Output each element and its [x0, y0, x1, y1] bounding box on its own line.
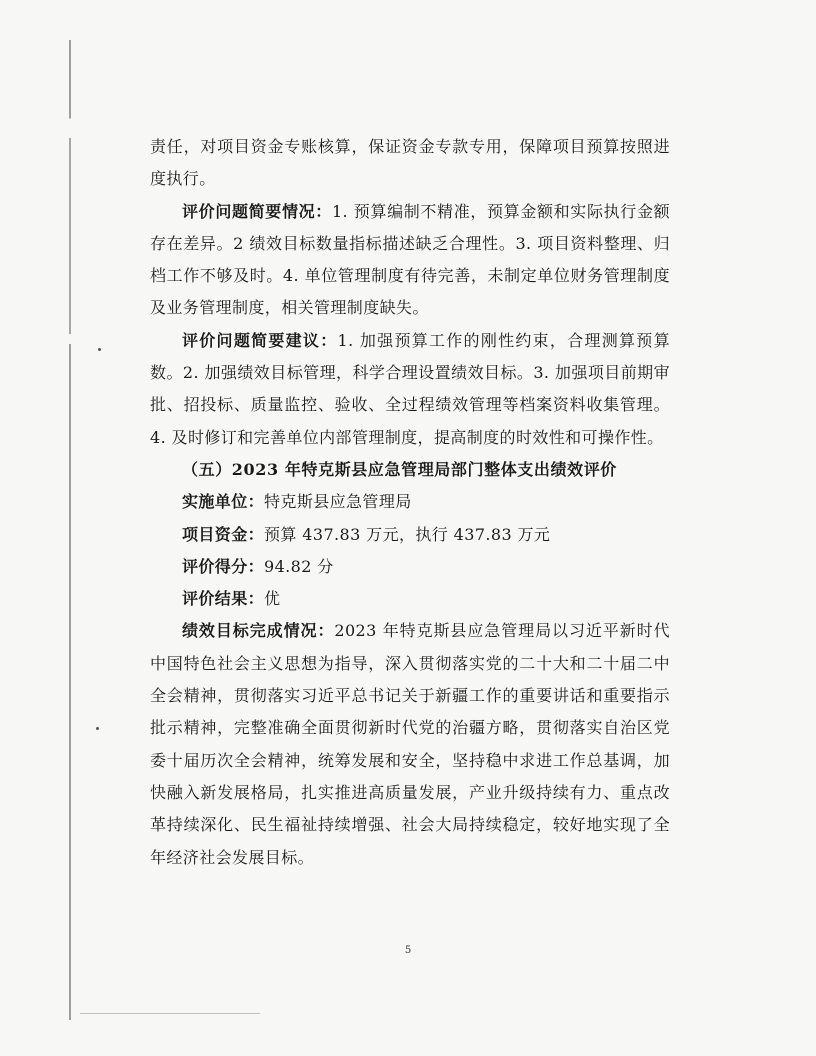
funds-label: 项目资金：: [182, 524, 265, 544]
suggestions-label: 评价问题简要建议：: [182, 330, 338, 350]
page-number: 5: [404, 945, 412, 956]
evaluation-score-line: [150, 551, 670, 583]
scan-speck: [98, 348, 101, 351]
goal-text: 2023 年特克斯县应急管理局以习近平新时代中国特色社会主义思想为指导，深入贯彻落实党的二十大和二十届二中全会精神，贯彻落实习近平总书记关于新疆工作的重要讲话和重要指示批示精神，完整准确全面贯彻新时代党的治疆方略，贯彻落实自治区党委十届历次全会精神，统筹发展和安全，坚持稳中求进工作总基调，加快融入新发展格局，扎实推进高质量发展，产业升级持续有力、重点改革持续深化、民生福祉持续增强、社会大局持续稳定，较好地实现了全年经济社会发展目标。: [150, 621, 670, 867]
result-label: 评价结果：: [182, 589, 265, 609]
scan-bottom-line: [80, 1013, 260, 1014]
unit-value: 特克斯县应急管理局: [264, 492, 412, 512]
section-heading: （五）2023 年特克斯县应急管理局部门整体支出绩效评价: [182, 459, 617, 479]
project-funds-line: [150, 519, 670, 551]
funds-value: 预算 437.83 万元，执行 437.83 万元: [264, 524, 551, 544]
problems-label: 评价问题简要情况：: [182, 201, 332, 221]
body-text: [150, 131, 670, 874]
scan-edge-line: [69, 40, 71, 1020]
paragraph-continuation: 责任，对项目资金专账核算，保证资金专款专用，保障项目预算按照进度执行。: [150, 137, 670, 189]
paragraph-goal-completion: [150, 615, 670, 873]
paragraph-problems: [150, 196, 670, 325]
score-value: 94.82 分: [264, 556, 334, 576]
suggestions-text: 1. 加强预算工作的刚性约束，合理测算预算数。2. 加强绩效目标管理，科学合理设置绩效目标。3. 加强项目前期审批、招投标、质量监控、验收、全过程绩效管理等档案资料收集管理。4. 及时修订和完善单位内部管理制度，提高制度的时效性和可操作性。: [150, 330, 670, 447]
paragraph-suggestions: [150, 325, 670, 454]
problems-text: 1. 预算编制不精准，预算金额和实际执行金额存在差异。2 绩效目标数量指标描述缺乏合理性。3. 项目资料整理、归档工作不够及时。4. 单位管理制度有待完善，未制定单位财务管理制度及业务管理制度，相关管理制度缺失。: [150, 201, 670, 318]
score-label: 评价得分：: [182, 556, 265, 576]
implementing-unit-line: [150, 486, 670, 518]
goal-label: 绩效目标完成情况：: [182, 621, 335, 641]
result-value: 优: [264, 589, 281, 609]
unit-label: 实施单位：: [182, 492, 265, 512]
scan-speck: [96, 727, 99, 730]
evaluation-result-line: [150, 583, 670, 615]
